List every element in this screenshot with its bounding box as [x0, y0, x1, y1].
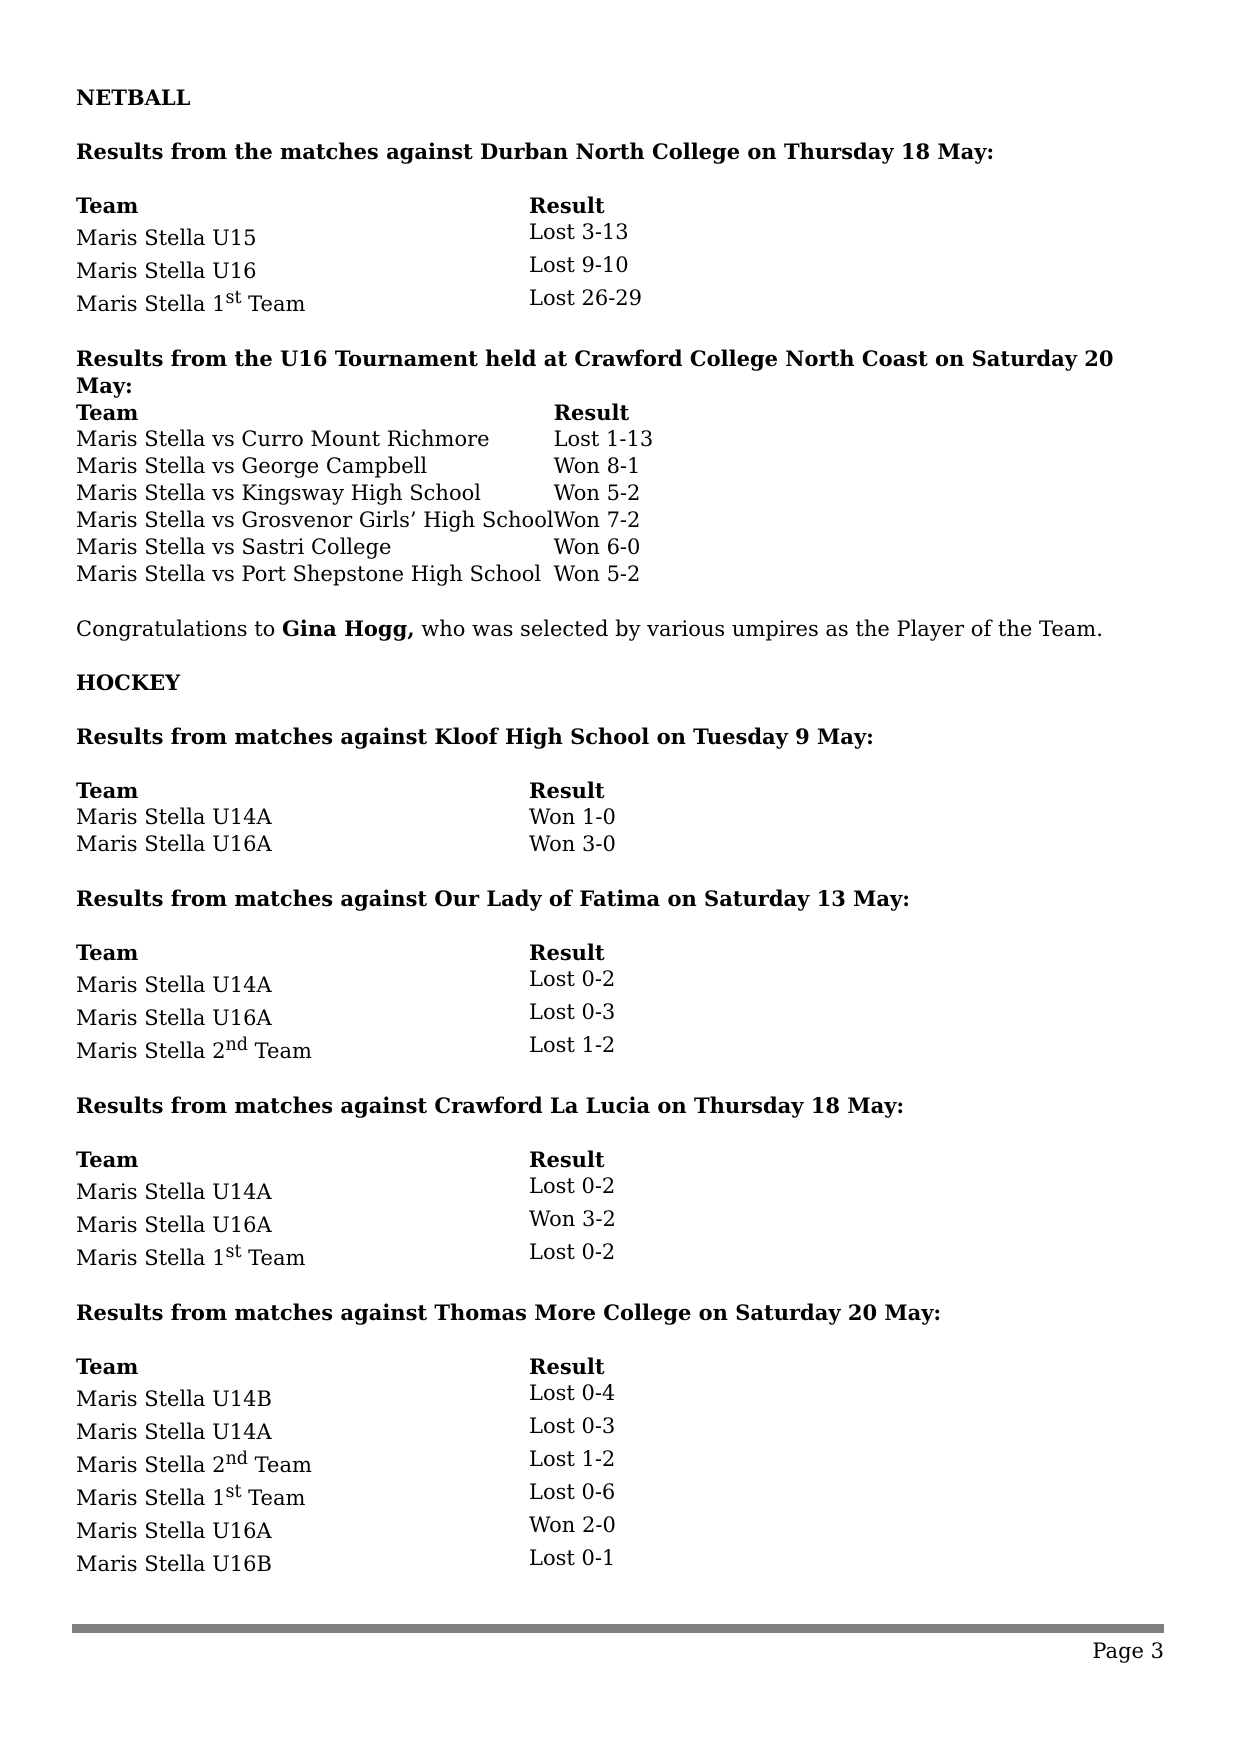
- result-cell: Lost 1-2: [529, 1447, 616, 1471]
- team-cell: Maris Stella 2nd Team: [76, 1035, 312, 1063]
- player-name: Gina Hogg,: [281, 616, 415, 641]
- team-cell: Maris Stella 1st Team: [76, 1242, 306, 1270]
- hockey-block-2-heading: Results from matches against Our Lady of Fatima on Saturday 13 May:: [76, 886, 910, 911]
- table-row: [76, 1545, 729, 1578]
- result-cell: Lost 0-2: [529, 1240, 616, 1264]
- result-cell: Won 5-2: [553, 562, 641, 586]
- team-cell: Maris Stella U14B: [76, 1387, 272, 1411]
- hockey-block-4-table: [76, 1353, 729, 1578]
- netball-block-2: [76, 345, 1166, 588]
- result-cell: Lost 0-6: [529, 1480, 616, 1504]
- table-row: [76, 1239, 729, 1272]
- netball-block-1-table: [76, 192, 729, 318]
- result-cell: Lost 1-2: [529, 1033, 616, 1057]
- result-cell: Won 7-2: [553, 508, 641, 532]
- result-cell: Won 5-2: [553, 481, 641, 505]
- result-cell: Lost 9-10: [529, 253, 629, 277]
- result-cell: Lost 1-13: [553, 427, 654, 451]
- team-cell: Maris Stella vs George Campbell: [76, 454, 428, 478]
- result-column-header: Result: [553, 400, 630, 425]
- hockey-block-2-table: [76, 939, 729, 1065]
- table-row: [76, 219, 729, 252]
- table-row: [76, 966, 729, 999]
- result-cell: Lost 26-29: [529, 286, 643, 310]
- team-column-header: Team: [76, 778, 139, 803]
- team-column-header: Team: [76, 940, 139, 965]
- table-header-row: [76, 1353, 729, 1380]
- team-cell: Maris Stella U16A: [76, 832, 272, 856]
- table-row: [76, 1173, 729, 1206]
- table-row: [76, 1206, 729, 1239]
- result-cell: Lost 0-3: [529, 1000, 616, 1024]
- team-cell: Maris Stella vs Port Shepstone High School: [76, 562, 542, 586]
- hockey-block-2: [76, 885, 1166, 1065]
- team-cell: Maris Stella U16B: [76, 1552, 272, 1576]
- result-cell: Won 1-0: [529, 805, 616, 829]
- team-cell: Maris Stella U16A: [76, 1519, 272, 1543]
- netball-section-title: NETBALL: [76, 85, 191, 110]
- team-column-header: Team: [76, 193, 139, 218]
- hockey-block-4: [76, 1299, 1166, 1578]
- team-cell: Maris Stella U15: [76, 226, 257, 250]
- table-row: [76, 804, 729, 831]
- hockey-block-3: [76, 1092, 1166, 1272]
- netball-block-2-table: [76, 399, 754, 588]
- team-cell: Maris Stella vs Grosvenor Girls’ High School: [76, 508, 554, 532]
- result-column-header: Result: [529, 1354, 605, 1379]
- result-cell: Won 2-0: [529, 1513, 616, 1537]
- result-cell: Won 3-0: [529, 832, 616, 856]
- table-row: [76, 1446, 729, 1479]
- netball-congratulations: Congratulations to Gina Hogg, who was selected by various umpires as the Player of the Team.: [76, 616, 1103, 641]
- table-row: [76, 831, 729, 858]
- result-cell: Lost 3-13: [529, 220, 629, 244]
- result-cell: Won 3-2: [529, 1207, 616, 1231]
- result-column-header: Result: [529, 193, 605, 218]
- result-cell: Lost 0-4: [529, 1381, 616, 1405]
- table-row: [76, 534, 754, 561]
- table-header-row: [76, 1146, 729, 1173]
- table-row: [76, 999, 729, 1032]
- netball-block-1: [76, 138, 1166, 318]
- hockey-block-1-table: [76, 777, 729, 858]
- table-row: [76, 1512, 729, 1545]
- table-row: [76, 1413, 729, 1446]
- table-row: [76, 285, 729, 318]
- team-cell: Maris Stella U14A: [76, 1180, 272, 1204]
- table-header-row: [76, 192, 729, 219]
- team-cell: Maris Stella U14A: [76, 1420, 272, 1444]
- document-page: [76, 84, 1166, 1605]
- team-cell: Maris Stella U16: [76, 259, 257, 283]
- team-cell: Maris Stella 1st Team: [76, 1482, 306, 1510]
- table-row: [76, 426, 754, 453]
- table-row: [76, 480, 754, 507]
- result-cell: Won 8-1: [553, 454, 641, 478]
- result-cell: Lost 0-2: [529, 1174, 616, 1198]
- team-cell: Maris Stella 2nd Team: [76, 1449, 312, 1477]
- hockey-block-3-table: [76, 1146, 729, 1272]
- result-cell: Won 6-0: [553, 535, 641, 559]
- team-cell: Maris Stella vs Kingsway High School: [76, 481, 481, 505]
- hockey-block-1-heading: Results from matches against Kloof High School on Tuesday 9 May:: [76, 724, 874, 749]
- table-row: [76, 561, 754, 588]
- result-column-header: Result: [529, 778, 605, 803]
- team-column-header: Team: [76, 400, 139, 425]
- table-row: [76, 252, 729, 285]
- hockey-block-4-heading: Results from matches against Thomas More College on Saturday 20 May:: [76, 1300, 942, 1325]
- footer-divider: [72, 1624, 1164, 1633]
- team-cell: Maris Stella U14A: [76, 973, 272, 997]
- team-cell: Maris Stella vs Curro Mount Richmore: [76, 427, 490, 451]
- table-row: [76, 1479, 729, 1512]
- table-header-row: [76, 777, 729, 804]
- team-column-header: Team: [76, 1354, 139, 1379]
- table-row: [76, 1032, 729, 1065]
- table-row: [76, 1380, 729, 1413]
- team-cell: Maris Stella vs Sastri College: [76, 535, 392, 559]
- page-number: Page 3: [1092, 1639, 1164, 1663]
- result-cell: Lost 0-1: [529, 1546, 616, 1570]
- result-cell: Lost 0-2: [529, 967, 616, 991]
- result-cell: Lost 0-3: [529, 1414, 616, 1438]
- team-column-header: Team: [76, 1147, 139, 1172]
- team-cell: Maris Stella U14A: [76, 805, 272, 829]
- table-header-row: [76, 399, 754, 426]
- result-column-header: Result: [529, 940, 605, 965]
- team-cell: Maris Stella 1st Team: [76, 288, 306, 316]
- table-row: [76, 453, 754, 480]
- team-cell: Maris Stella U16A: [76, 1006, 272, 1030]
- result-column-header: Result: [529, 1147, 605, 1172]
- hockey-block-1: [76, 723, 1166, 858]
- table-header-row: [76, 939, 729, 966]
- hockey-section-title: HOCKEY: [76, 670, 181, 695]
- team-cell: Maris Stella U16A: [76, 1213, 272, 1237]
- table-row: [76, 507, 754, 534]
- netball-block-2-heading: Results from the U16 Tournament held at Crawford College North Coast on Saturday 20 May:: [76, 346, 1114, 398]
- hockey-block-3-heading: Results from matches against Crawford La Lucia on Thursday 18 May:: [76, 1093, 905, 1118]
- netball-block-1-heading: Results from the matches against Durban North College on Thursday 18 May:: [76, 139, 995, 164]
